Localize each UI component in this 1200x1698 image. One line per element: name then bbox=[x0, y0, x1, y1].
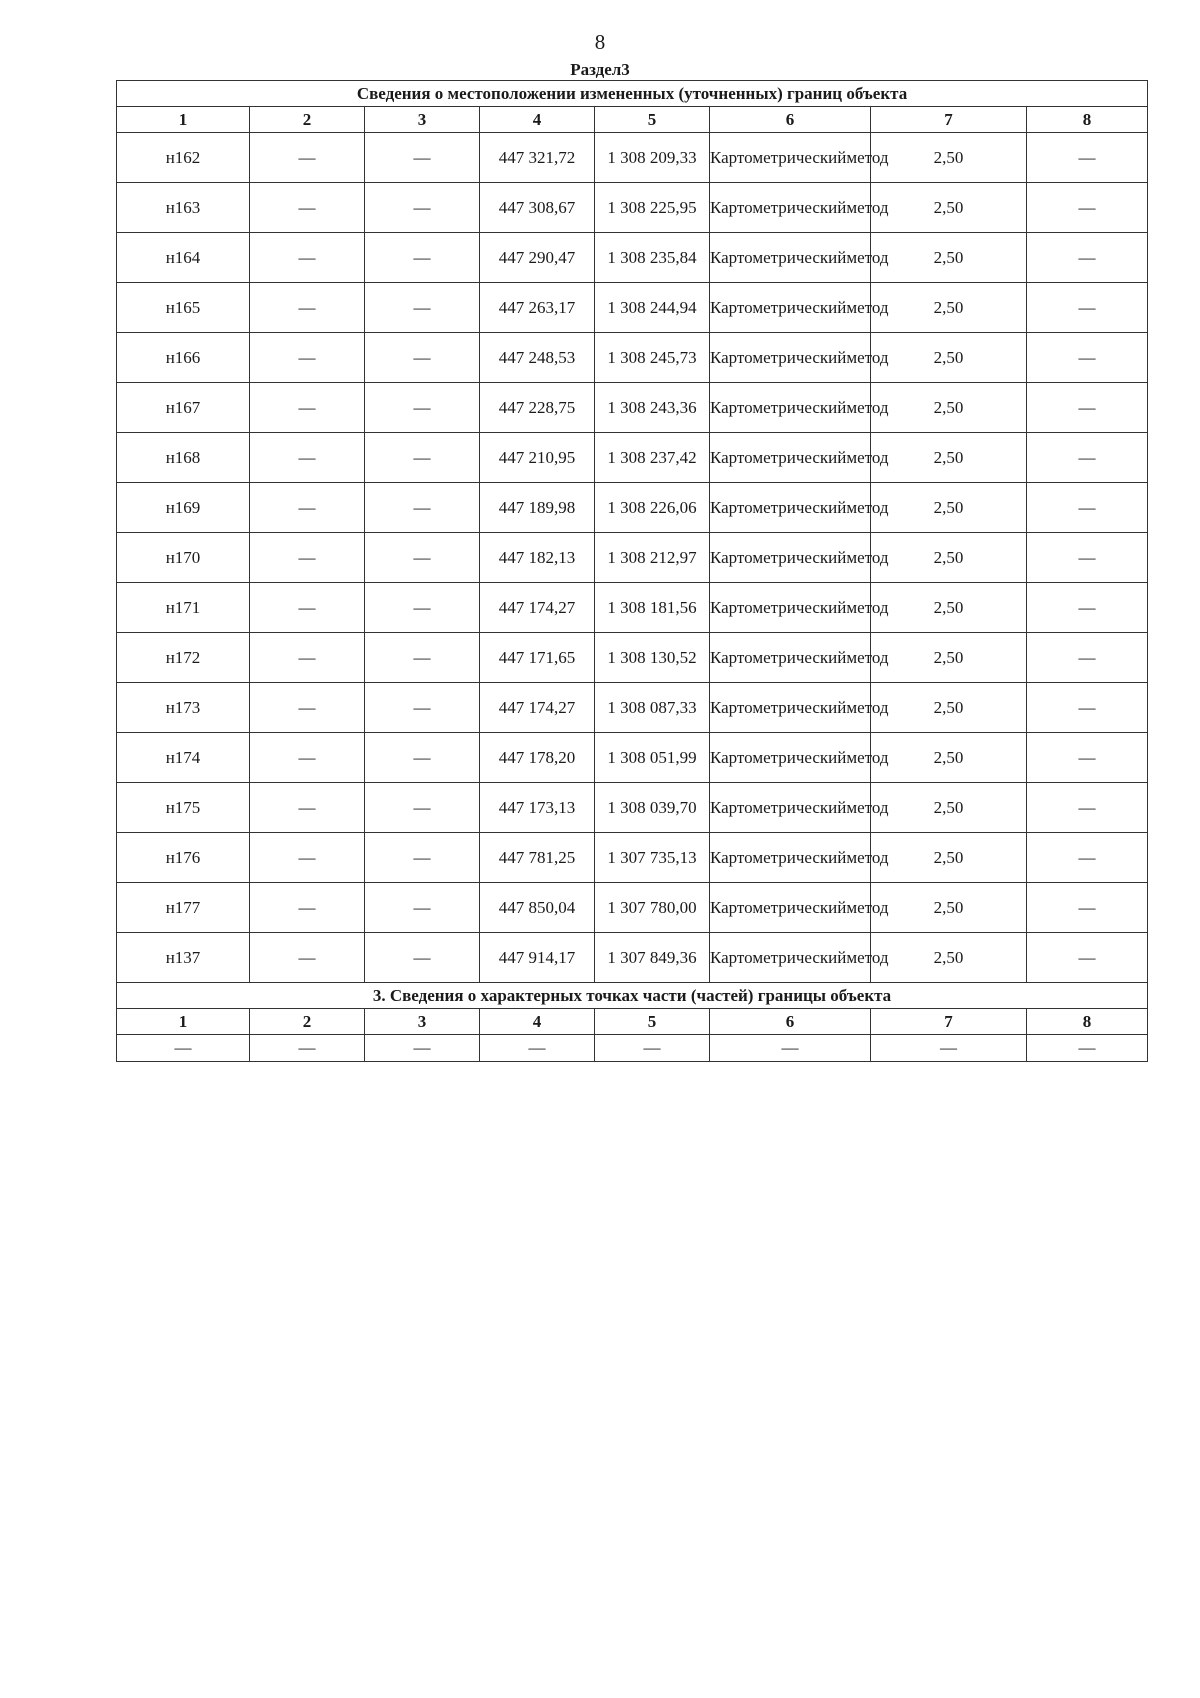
table-cell: н169 bbox=[117, 483, 250, 533]
table-cell: — bbox=[1027, 433, 1148, 483]
table-cell: н177 bbox=[117, 883, 250, 933]
table-cell: н137 bbox=[117, 933, 250, 983]
column-header: 6 bbox=[710, 107, 871, 133]
table-cell: н168 bbox=[117, 433, 250, 483]
table-cell: — bbox=[365, 533, 480, 583]
table-cell: — bbox=[1027, 883, 1148, 933]
table-cell: Картометрическийметод bbox=[710, 683, 871, 733]
table-cell: н165 bbox=[117, 283, 250, 333]
table-cell: Картометрическийметод bbox=[710, 633, 871, 683]
table-cell: — bbox=[365, 733, 480, 783]
table-cell: 2,50 bbox=[871, 683, 1027, 733]
table-cell: 1 308 212,97 bbox=[595, 533, 710, 583]
table-cell: — bbox=[250, 183, 365, 233]
table-cell: — bbox=[1027, 333, 1148, 383]
table-cell: 447 228,75 bbox=[480, 383, 595, 433]
column-header: 4 bbox=[480, 1009, 595, 1035]
table-cell: — bbox=[365, 833, 480, 883]
table-row bbox=[117, 783, 1148, 833]
table-cell: — bbox=[1027, 683, 1148, 733]
table-cell: 2,50 bbox=[871, 733, 1027, 783]
table-cell: 1 308 039,70 bbox=[595, 783, 710, 833]
table-cell: 447 781,25 bbox=[480, 833, 595, 883]
column-header: 3 bbox=[365, 1009, 480, 1035]
table-cell: 1 308 087,33 bbox=[595, 683, 710, 733]
table-cell: — bbox=[365, 583, 480, 633]
column-header: 6 bbox=[710, 1009, 871, 1035]
table-cell: — bbox=[1027, 583, 1148, 633]
table-cell: н171 bbox=[117, 583, 250, 633]
table-cell: 1 308 237,42 bbox=[595, 433, 710, 483]
page-number: 8 bbox=[594, 30, 606, 54]
table-cell: 1 308 243,36 bbox=[595, 383, 710, 433]
table1-caption bbox=[117, 81, 1148, 107]
column-header: 7 bbox=[871, 107, 1027, 133]
column-header: 1 bbox=[117, 107, 250, 133]
table-cell: 447 914,17 bbox=[480, 933, 595, 983]
table-cell: 1 308 051,99 bbox=[595, 733, 710, 783]
table-cell: — bbox=[1027, 733, 1148, 783]
table-cell: н172 bbox=[117, 633, 250, 683]
table-cell: н173 bbox=[117, 683, 250, 733]
table-cell: 2,50 bbox=[871, 883, 1027, 933]
table-row bbox=[117, 883, 1148, 933]
table-cell: н175 bbox=[117, 783, 250, 833]
table-cell: Картометрическийметод bbox=[710, 133, 871, 183]
table-cell: — bbox=[1027, 383, 1148, 433]
table-cell: 1 308 245,73 bbox=[595, 333, 710, 383]
column-header: 8 bbox=[1027, 107, 1148, 133]
table-cell: — bbox=[365, 783, 480, 833]
table-cell: — bbox=[365, 433, 480, 483]
table-cell: 2,50 bbox=[871, 233, 1027, 283]
table-cell: Картометрическийметод bbox=[710, 383, 871, 433]
table-cell: 2,50 bbox=[871, 833, 1027, 883]
table-cell: Картометрическийметод bbox=[710, 933, 871, 983]
table-cell: — bbox=[250, 933, 365, 983]
table-cell: 1 307 780,00 bbox=[595, 883, 710, 933]
table-cell: — bbox=[1027, 283, 1148, 333]
table-cell: 447 308,67 bbox=[480, 183, 595, 233]
table-cell: — bbox=[595, 1035, 710, 1062]
table-cell: Картометрическийметод bbox=[710, 433, 871, 483]
section-title: Раздел3 bbox=[570, 60, 630, 79]
table-cell: — bbox=[1027, 833, 1148, 883]
table-cell: — bbox=[1027, 933, 1148, 983]
table-cell: 2,50 bbox=[871, 583, 1027, 633]
table-cell: н167 bbox=[117, 383, 250, 433]
table-cell: н170 bbox=[117, 533, 250, 583]
table-cell: — bbox=[250, 633, 365, 683]
table-cell: Картометрическийметод bbox=[710, 333, 871, 383]
table1-caption-text: Сведения о местоположении измененных (уточненных) границ объекта bbox=[117, 81, 1148, 107]
table-cell: — bbox=[1027, 633, 1148, 683]
column-header: 5 bbox=[595, 107, 710, 133]
table-cell: — bbox=[1027, 183, 1148, 233]
table-cell: Картометрическийметод bbox=[710, 733, 871, 783]
table-cell: — bbox=[710, 1035, 871, 1062]
table-cell: Картометрическийметод bbox=[710, 183, 871, 233]
table-cell: — bbox=[250, 883, 365, 933]
table-cell: Картометрическийметод bbox=[710, 783, 871, 833]
table-cell: — bbox=[365, 183, 480, 233]
table-cell: — bbox=[250, 533, 365, 583]
column-header: 2 bbox=[250, 1009, 365, 1035]
table-cell: — bbox=[250, 133, 365, 183]
table-cell: 2,50 bbox=[871, 933, 1027, 983]
table-cell: 2,50 bbox=[871, 533, 1027, 583]
table-cell: 447 178,20 bbox=[480, 733, 595, 783]
table-cell: 2,50 bbox=[871, 183, 1027, 233]
table-cell: — bbox=[365, 933, 480, 983]
table-cell: 1 308 244,94 bbox=[595, 283, 710, 333]
table-row bbox=[117, 633, 1148, 683]
table-cell: Картометрическийметод bbox=[710, 283, 871, 333]
table-cell: — bbox=[365, 883, 480, 933]
table-cell: 447 182,13 bbox=[480, 533, 595, 583]
boundary-table bbox=[116, 80, 1148, 1062]
table-cell: 447 290,47 bbox=[480, 233, 595, 283]
table-cell: — bbox=[365, 383, 480, 433]
table-cell: н162 bbox=[117, 133, 250, 183]
table-cell: — bbox=[365, 1035, 480, 1062]
table-cell: 1 308 181,56 bbox=[595, 583, 710, 633]
table-cell: — bbox=[365, 483, 480, 533]
table-cell: 447 171,65 bbox=[480, 633, 595, 683]
table-row bbox=[117, 583, 1148, 633]
column-header: 8 bbox=[1027, 1009, 1148, 1035]
table1-header-row bbox=[117, 107, 1148, 133]
table-cell: — bbox=[250, 433, 365, 483]
column-header: 2 bbox=[250, 107, 365, 133]
table-cell: — bbox=[480, 1035, 595, 1062]
table-row bbox=[117, 1035, 1148, 1062]
table2-header-row bbox=[117, 1009, 1148, 1035]
table-cell: 447 189,98 bbox=[480, 483, 595, 533]
table-cell: 1 307 735,13 bbox=[595, 833, 710, 883]
table-cell: н163 bbox=[117, 183, 250, 233]
table-cell: 2,50 bbox=[871, 133, 1027, 183]
table-cell: — bbox=[250, 283, 365, 333]
table-cell: Картометрическийметод bbox=[710, 883, 871, 933]
table-cell: Картометрическийметод bbox=[710, 533, 871, 583]
table-row bbox=[117, 333, 1148, 383]
table-cell: 1 308 235,84 bbox=[595, 233, 710, 283]
table-cell: — bbox=[250, 483, 365, 533]
table-cell: — bbox=[250, 783, 365, 833]
table-cell: — bbox=[1027, 1035, 1148, 1062]
table2-caption-text: 3. Сведения о характерных точках части (частей) границы объекта bbox=[117, 983, 1148, 1009]
table-cell: — bbox=[365, 633, 480, 683]
table-cell: Картометрическийметод bbox=[710, 483, 871, 533]
table-cell: 2,50 bbox=[871, 633, 1027, 683]
table-cell: — bbox=[365, 133, 480, 183]
table-cell: — bbox=[1027, 133, 1148, 183]
table-cell: н164 bbox=[117, 233, 250, 283]
table-cell: н166 bbox=[117, 333, 250, 383]
table-row bbox=[117, 433, 1148, 483]
table-cell: Картометрическийметод bbox=[710, 833, 871, 883]
table-cell: — bbox=[1027, 783, 1148, 833]
table-cell: — bbox=[1027, 233, 1148, 283]
table-row bbox=[117, 283, 1148, 333]
table-cell: 2,50 bbox=[871, 783, 1027, 833]
table-row bbox=[117, 833, 1148, 883]
column-header: 1 bbox=[117, 1009, 250, 1035]
table-cell: 447 263,17 bbox=[480, 283, 595, 333]
table-cell: 2,50 bbox=[871, 433, 1027, 483]
table-cell: 1 307 849,36 bbox=[595, 933, 710, 983]
table-cell: — bbox=[250, 233, 365, 283]
column-header: 3 bbox=[365, 107, 480, 133]
table-cell: — bbox=[365, 333, 480, 383]
column-header: 4 bbox=[480, 107, 595, 133]
table-row bbox=[117, 233, 1148, 283]
table-row bbox=[117, 183, 1148, 233]
table-cell: — bbox=[250, 733, 365, 783]
table-cell: 1 308 225,95 bbox=[595, 183, 710, 233]
table-cell: — bbox=[365, 683, 480, 733]
table-cell: — bbox=[365, 233, 480, 283]
column-header: 5 bbox=[595, 1009, 710, 1035]
table-cell: — bbox=[117, 1035, 250, 1062]
column-header: 7 bbox=[871, 1009, 1027, 1035]
table-cell: — bbox=[871, 1035, 1027, 1062]
table-cell: — bbox=[250, 1035, 365, 1062]
table-cell: — bbox=[1027, 533, 1148, 583]
table-cell: н174 bbox=[117, 733, 250, 783]
table-cell: 2,50 bbox=[871, 283, 1027, 333]
table-cell: 1 308 130,52 bbox=[595, 633, 710, 683]
table-cell: 447 173,13 bbox=[480, 783, 595, 833]
table-cell: 447 850,04 bbox=[480, 883, 595, 933]
table-cell: — bbox=[1027, 483, 1148, 533]
table-cell: — bbox=[365, 283, 480, 333]
table-cell: — bbox=[250, 333, 365, 383]
table-cell: 447 174,27 bbox=[480, 683, 595, 733]
table-cell: 1 308 209,33 bbox=[595, 133, 710, 183]
table-row bbox=[117, 483, 1148, 533]
table-row bbox=[117, 133, 1148, 183]
table-cell: 447 248,53 bbox=[480, 333, 595, 383]
table-row bbox=[117, 683, 1148, 733]
table-cell: Картометрическийметод bbox=[710, 233, 871, 283]
table-cell: 447 210,95 bbox=[480, 433, 595, 483]
table-row bbox=[117, 533, 1148, 583]
table-cell: 2,50 bbox=[871, 483, 1027, 533]
table-row bbox=[117, 733, 1148, 783]
table-cell: — bbox=[250, 583, 365, 633]
table-row bbox=[117, 383, 1148, 433]
table-cell: — bbox=[250, 833, 365, 883]
table-cell: Картометрическийметод bbox=[710, 583, 871, 633]
table-cell: 447 174,27 bbox=[480, 583, 595, 633]
table-cell: 2,50 bbox=[871, 333, 1027, 383]
table-cell: 1 308 226,06 bbox=[595, 483, 710, 533]
table-cell: — bbox=[250, 383, 365, 433]
table-cell: — bbox=[250, 683, 365, 733]
table-cell: н176 bbox=[117, 833, 250, 883]
table-cell: 2,50 bbox=[871, 383, 1027, 433]
table-cell: 447 321,72 bbox=[480, 133, 595, 183]
table-row bbox=[117, 933, 1148, 983]
table2-caption bbox=[117, 983, 1148, 1009]
